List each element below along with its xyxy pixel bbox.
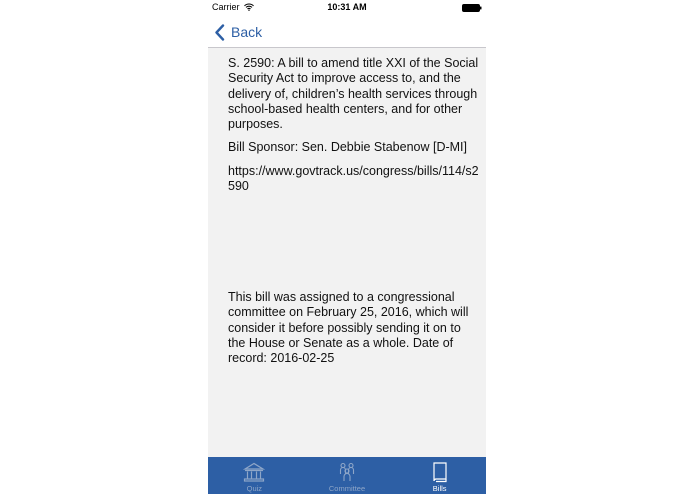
back-label: Back — [231, 24, 263, 40]
battery-icon — [462, 4, 482, 12]
status-time: 10:31 AM — [327, 2, 367, 12]
navigation-bar — [208, 16, 486, 48]
tab-quiz[interactable] — [208, 457, 301, 494]
back-button[interactable] — [214, 22, 262, 42]
phone-screen — [208, 0, 486, 494]
status-bar — [208, 0, 486, 16]
book-icon — [429, 461, 451, 483]
carrier-label: Carrier — [212, 2, 240, 12]
bill-details — [228, 56, 484, 194]
chevron-left-icon — [214, 24, 225, 41]
bill-sponsor: Bill Sponsor: Sen. Debbie Stabenow [D-MI] — [228, 140, 468, 155]
people-group-icon — [336, 461, 358, 483]
tab-bar — [208, 457, 486, 494]
bill-url[interactable]: https://www.govtrack.us/congress/bills/114/s2590 — [228, 163, 479, 194]
tab-label: Committee — [328, 484, 366, 493]
tab-committee[interactable] — [301, 457, 394, 494]
tab-bills[interactable] — [393, 457, 486, 494]
capitol-building-icon — [243, 461, 265, 483]
tab-label: Quiz — [246, 484, 263, 493]
tab-label: Bills — [432, 484, 447, 493]
bill-title: S. 2590: A bill to amend title XXI of the Social Security Act to improve access to, and the delivery of, children’s health services through school-based health centers, and for other purposes. — [228, 56, 479, 132]
bill-status-text: This bill was assigned to a congressional committee on February 25, 2016, which will consider it before possibly sending it on to the House or Senate as a whole. Date of record: 2016-02-25 — [228, 290, 469, 366]
